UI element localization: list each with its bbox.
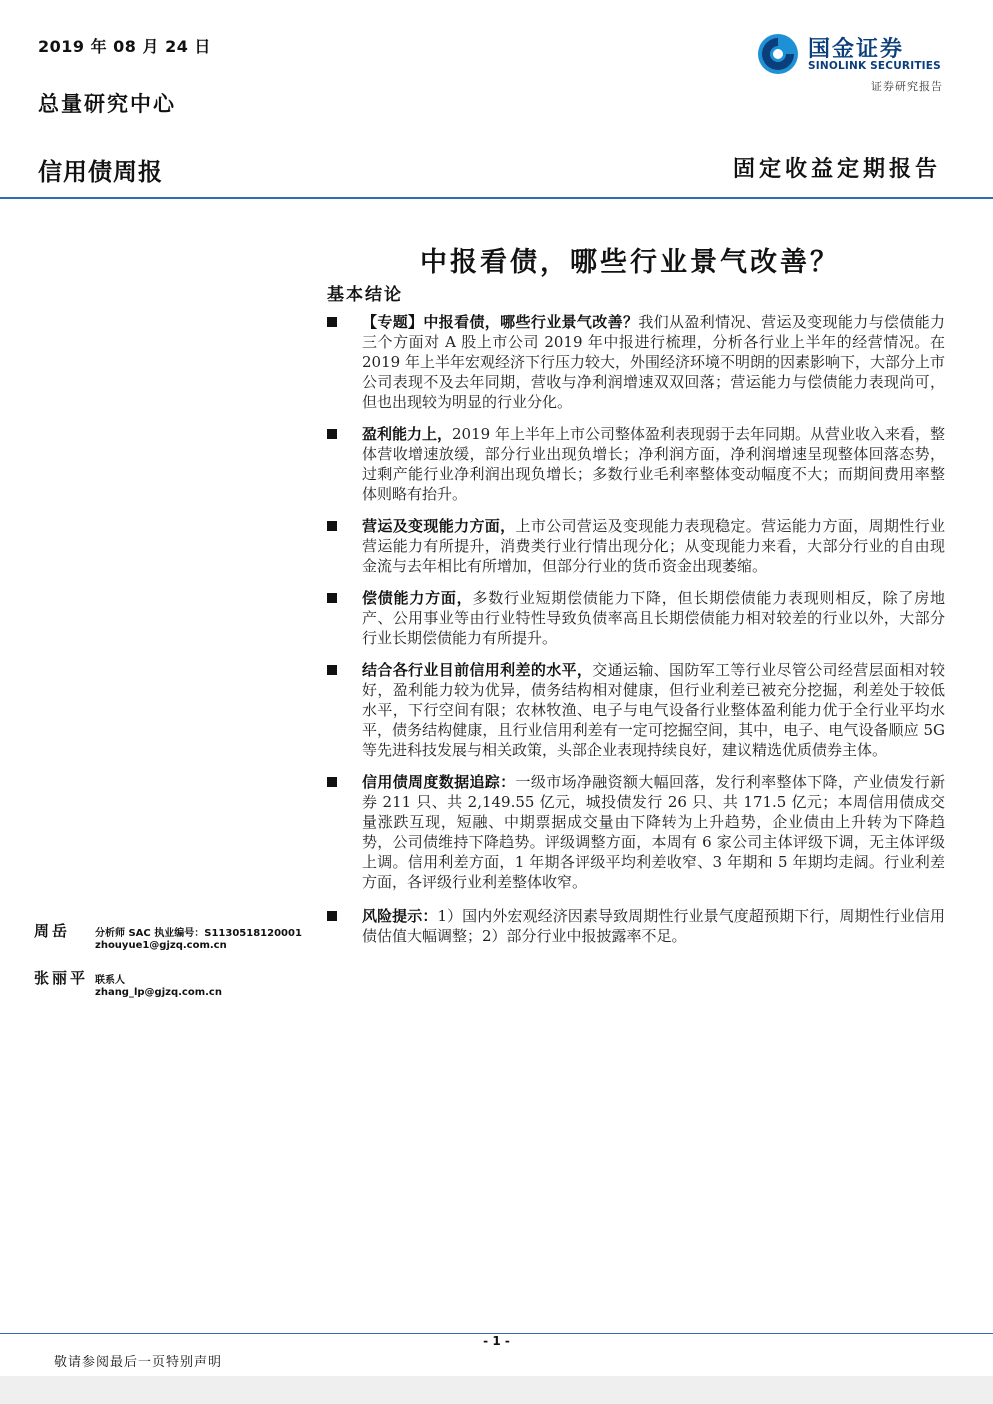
logo-subtitle: 证券研究报告 bbox=[871, 80, 943, 93]
contact-block bbox=[34, 967, 304, 1007]
contact-name: 张丽平 bbox=[34, 969, 89, 987]
report-date: 2019 年 08 月 24 日 bbox=[38, 37, 211, 56]
header-divider bbox=[0, 197, 993, 199]
conclusion-lead: 信用债周度数据追踪： bbox=[362, 773, 516, 791]
analyst-name: 周岳 bbox=[34, 922, 71, 940]
bullet-square-icon bbox=[327, 521, 337, 531]
company-logo bbox=[756, 32, 944, 76]
report-series-title: 信用债周报 bbox=[38, 158, 163, 186]
report-title: 中报看债，哪些行业景气改善？ bbox=[420, 247, 840, 278]
conclusion-item bbox=[327, 772, 945, 892]
page-number: - 1 - bbox=[483, 1334, 510, 1348]
risk-warning-lead: 风险提示： bbox=[362, 907, 438, 925]
conclusion-text: 多数行业短期偿债能力下降，但长期偿债能力表现则相反，除了房地产、公用事业等由行业特性导致负债率高且长期偿债能力相对较差的行业以外，大部分行业长期偿债能力有所提升。 bbox=[362, 589, 945, 647]
conclusion-text: 2019 年上半年上市公司整体盈利表现弱于去年同期。从营业收入来看，整体营收增速放缓，部分行业出现负增长；净利润方面，净利润增速呈现整体回落态势，过剩产能行业净利润出现负增长；多数行业毛利率整体变动幅度不大；而期间费用率整体则略有抬升。 bbox=[362, 425, 945, 503]
conclusion-lead: 盈利能力上， bbox=[362, 425, 453, 443]
logo-name-cn: 国金证券 bbox=[808, 37, 905, 62]
conclusion-item bbox=[327, 516, 945, 576]
disclaimer-note: 敬请参阅最后一页特别声明 bbox=[54, 1355, 223, 1370]
analyst-email[interactable]: zhouyue1@gjzq.com.cn bbox=[95, 940, 227, 951]
footer-band bbox=[0, 1376, 993, 1404]
conclusion-item bbox=[327, 588, 945, 648]
bullet-square-icon bbox=[327, 911, 337, 921]
conclusion-item bbox=[327, 424, 945, 504]
analyst-role: 分析师 SAC 执业编号：S1130518120001 bbox=[95, 928, 302, 939]
conclusion-lead: 营运及变现能力方面， bbox=[362, 517, 516, 535]
sinolink-logo-icon bbox=[756, 32, 800, 76]
conclusion-list bbox=[327, 312, 945, 956]
department-name: 总量研究中心 bbox=[38, 91, 176, 116]
section-heading: 基本结论 bbox=[327, 285, 403, 305]
bullet-square-icon bbox=[327, 777, 337, 787]
logo-name-en: SINOLINK SECURITIES bbox=[808, 60, 941, 72]
conclusion-text: 我们从盈利情况、营运及变现能力与偿债能力三个方面对 A 股上市公司 2019 年中报进行梳理，分析各行业上半年的经营情况。在 2019 年上半年宏观经济下行压力较大，外围经济环境不明朗的因素影响下，大部分上市公司表现不及去年同期，营收与净利润增速双双回落；营运能力与偿债能力表现尚可，但也出现较为明显的行业分化。 bbox=[362, 313, 945, 411]
risk-warning-text: 1）国内外宏观经济因素导致周期性行业景气度超预期下行，周期性行业信用债估值大幅调整；2）部分行业中报披露率不足。 bbox=[362, 907, 945, 945]
report-type-label: 固定收益定期报告 bbox=[732, 156, 941, 182]
conclusion-text: 一级市场净融资额大幅回落，发行利率整体下降，产业债发行新券 211 只、共 2,149.55 亿元，城投债发行 26 只、共 171.5 亿元；本周信用债成交量涨跌互现，短融、中期票据成交量由下降转为上升趋势，企业债由上升转为下降趋势，公司债维持下降趋势。评级调整方面，本周有 6 家公司主体评级下调，无主体评级上调。信用利差方面，1 年期各评级平均利差收窄、3 年期和 5 年期均走阔。行业利差方面，各评级行业利差整体收窄。 bbox=[362, 773, 945, 891]
contact-role: 联系人 bbox=[95, 975, 125, 986]
bullet-square-icon bbox=[327, 317, 337, 327]
bullet-square-icon bbox=[327, 593, 337, 603]
conclusion-lead: 【专题】中报看债，哪些行业景气改善？ bbox=[362, 313, 639, 331]
bullet-square-icon bbox=[327, 429, 337, 439]
conclusion-text: 交通运输、国防军工等行业尽管公司经营层面相对较好，盈利能力较为优异，债务结构相对健康，但行业利差已被充分挖掘，利差处于较低水平，下行空间有限；农林牧渔、电子与电气设备行业整体盈利能力优于全行业平均水平，债务结构健康，且行业信用利差有一定可挖掘空间，其中，电子、电气设备顺应 5G 等先进科技发展与相关政策，头部企业表现持续良好，建议精选优质债券主体。 bbox=[362, 661, 945, 759]
conclusion-lead: 偿债能力方面， bbox=[362, 589, 473, 607]
bullet-square-icon bbox=[327, 665, 337, 675]
analyst-block bbox=[34, 920, 304, 960]
contact-email[interactable]: zhang_lp@gjzq.com.cn bbox=[95, 987, 222, 998]
conclusion-item bbox=[327, 906, 945, 946]
conclusion-item bbox=[327, 312, 945, 412]
conclusion-item bbox=[327, 660, 945, 760]
conclusion-text: 上市公司营运及变现能力表现稳定。营运能力方面，周期性行业营运能力有所提升，消费类行业行情出现分化；从变现能力来看，大部分行业的自由现金流与去年相比有所增加，但部分行业的货币资金出现萎缩。 bbox=[362, 517, 945, 575]
conclusion-lead: 结合各行业目前信用利差的水平， bbox=[362, 661, 593, 679]
